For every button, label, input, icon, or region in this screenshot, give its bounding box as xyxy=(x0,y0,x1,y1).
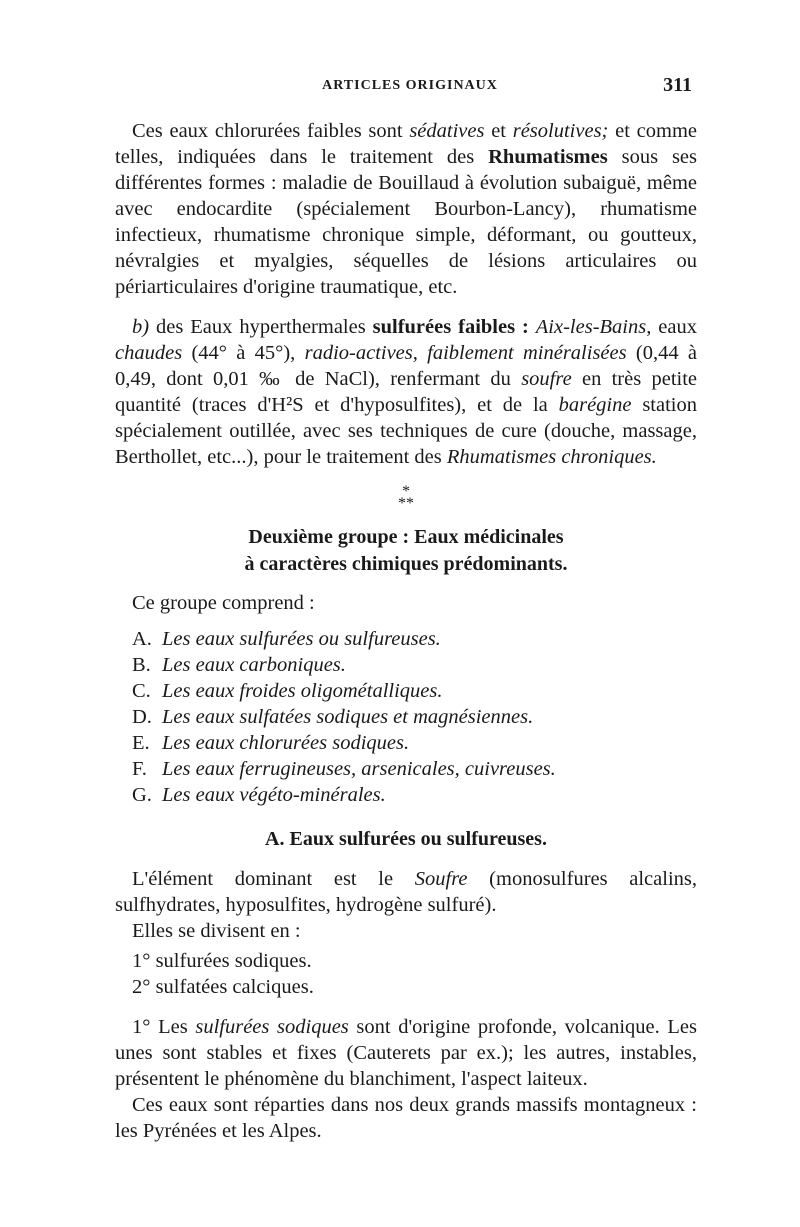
list-item: F. Les eaux ferrugineuses, arsenicales, cuivreuses. xyxy=(132,758,556,780)
division-item: 1° sulfurées sodiques. xyxy=(132,950,312,972)
group-heading-line-2: à caractères chimiques prédominants. xyxy=(244,553,568,575)
page-body xyxy=(115,118,697,1144)
paragraph-hyperthermales: b) des Eaux hyperthermales sulfurées faibles : Aix-les-Bains, eaux chaudes (44° à 45°), radio-actives, faiblement minéralisées (0,44 à 0,49, dont 0,01 ‰ de NaCl), renfermant du soufre en très petite quantité (traces d'H²S et d'hyposulfites), et de la barégine station spécialement outillée, avec ses techniques de cure (douche, massage, Berthollet, etc...), pour le traitement des Rhumatismes chroniques. xyxy=(115,316,698,468)
group-list xyxy=(115,626,697,808)
paragraph-chlorurees: Ces eaux chlorurées faibles sont sédatives et résolutives; et comme telles, indiquées dans le traitement des Rhumatismes sous ses différentes formes : maladie de Bouillaud à évolution subaiguë, même avec endocardite (spécialement Bourbon-Lancy), rhumatisme infectieux, rhumatisme chronique simple, déformant, ou goutteux, névralgies et myalgies, séquelles de lésions articulaires ou périarticulaires d'origine traumatique, etc. xyxy=(115,120,697,298)
list-item: C. Les eaux froides oligométalliques. xyxy=(132,680,443,702)
group-heading xyxy=(115,524,697,578)
asterism: * ** xyxy=(398,483,414,512)
group-intro: Ce groupe comprend : xyxy=(132,592,315,614)
running-title: ARTICLES ORIGINAUX xyxy=(322,78,498,93)
division-item: 2° sulfatées calciques. xyxy=(132,976,314,998)
group-heading-line-1: Deuxième groupe : Eaux médicinales xyxy=(248,526,564,548)
paragraph-sulfurees-sodiques: 1° Les sulfurées sodiques sont d'origine profonde, volcanique. Les unes sont stables et fixes (Cauterets par ex.); les autres, instables, présentent le phénomène du blanchiment, l'aspect laiteux. xyxy=(115,1016,697,1090)
page-number: 311 xyxy=(663,74,692,96)
list-item: G. Les eaux végéto-minérales. xyxy=(132,784,386,806)
list-item: E. Les eaux chlorurées sodiques. xyxy=(132,732,410,754)
section-a-heading: A. Eaux sulfurées ou sulfureuses. xyxy=(265,828,547,850)
paragraph-element-dominant: L'élément dominant est le Soufre (monosulfures alcalins, sulfhydrates, hyposulfites, hydrogène sulfuré). xyxy=(115,868,697,916)
list-item: A. Les eaux sulfurées ou sulfureuses. xyxy=(132,628,441,650)
list-item: B. Les eaux carboniques. xyxy=(132,654,346,676)
page-header xyxy=(120,72,700,102)
paragraph-massifs: Ces eaux sont réparties dans nos deux grands massifs montagneux : les Pyrénées et les Alpes. xyxy=(115,1094,697,1142)
list-item: D. Les eaux sulfatées sodiques et magnésiennes. xyxy=(132,706,534,728)
paragraph-division-intro: Elles se divisent en : xyxy=(132,920,301,942)
